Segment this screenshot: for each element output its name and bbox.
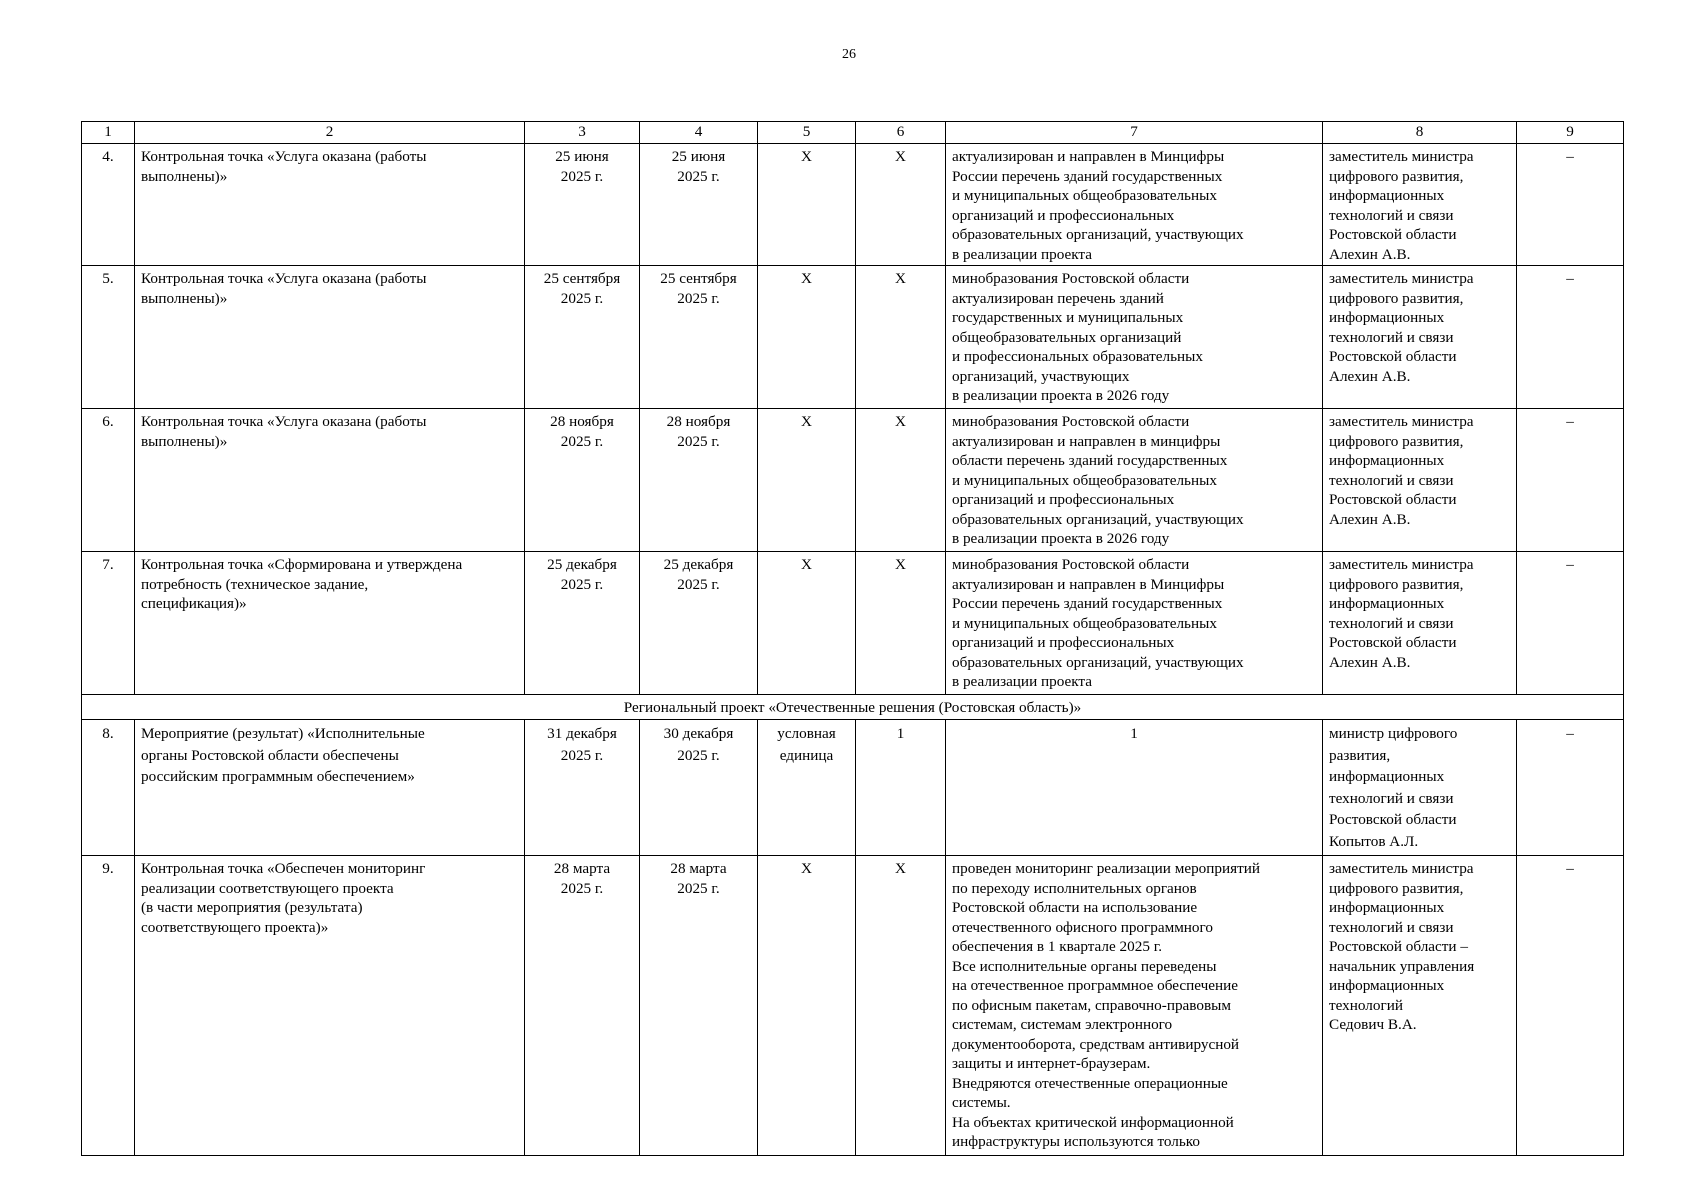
start-date	[525, 856, 640, 1156]
value	[856, 409, 946, 552]
result-description-line: общеобразовательных организаций	[952, 328, 1182, 346]
unit	[758, 409, 856, 552]
unit-line: Х	[801, 860, 812, 877]
value	[856, 720, 946, 856]
start-date	[525, 266, 640, 409]
responsible-person-line: технологий и связи	[1329, 614, 1454, 632]
result-description-line: актуализирован и направлен в Минцифры	[952, 148, 1225, 165]
value	[856, 856, 946, 1156]
result-description-line: системы.	[952, 1094, 1011, 1111]
note	[1517, 266, 1624, 409]
responsible-person-line: цифрового развития,	[1329, 575, 1464, 593]
event-name	[135, 409, 525, 552]
start-date-line: 2025 г.	[560, 432, 604, 450]
responsible-person-line: заместитель министра	[1329, 860, 1474, 877]
result-description-line: и профессиональных образовательных	[952, 348, 1203, 365]
responsible-person-line: технологий и связи	[1329, 918, 1454, 936]
responsible-person-line: информационных	[1329, 768, 1445, 785]
result-description	[946, 720, 1323, 856]
row-number	[82, 409, 135, 552]
responsible-person	[1323, 552, 1517, 695]
start-date	[525, 552, 640, 695]
unit-line: единица	[779, 746, 834, 764]
result-description-line: актуализирован и направлен в Минцифры	[952, 575, 1225, 593]
responsible-person-line: технологий и связи	[1329, 471, 1454, 489]
start-date	[525, 144, 640, 266]
result-description-line: образовательных организаций, участвующих	[952, 510, 1244, 528]
unit	[758, 266, 856, 409]
responsible-person-line: информационных	[1329, 309, 1445, 326]
end-date	[640, 144, 758, 266]
responsible-person-line: цифрового развития,	[1329, 879, 1464, 897]
end-date-line: 25 июня	[671, 148, 726, 165]
result-description-line: России перечень зданий государственных	[952, 595, 1223, 612]
end-date	[640, 856, 758, 1156]
responsible-person-line: Ростовской области	[1329, 226, 1457, 243]
value	[856, 144, 946, 266]
responsible-person-line: цифрового развития,	[1329, 289, 1464, 307]
responsible-person-line: Алехин А.В.	[1329, 367, 1411, 385]
unit-line: Х	[801, 413, 812, 430]
result-description	[946, 856, 1323, 1156]
end-date-line: 25 декабря	[663, 556, 734, 573]
row-number	[82, 266, 135, 409]
result-description-line: по переходу исполнительных органов	[952, 879, 1197, 897]
header-cell: 3	[525, 122, 640, 144]
responsible-person-line: Ростовской области	[1329, 811, 1457, 828]
responsible-person-line: технологий и связи	[1329, 328, 1454, 346]
event-name	[135, 552, 525, 695]
event-name-line: Контрольная точка «Услуга оказана (работы	[141, 270, 427, 287]
header-cell: 2	[135, 122, 525, 144]
event-name	[135, 720, 525, 856]
result-description-line: обеспечения в 1 квартале 2025 г.	[952, 938, 1163, 955]
row-number-line: 8.	[102, 725, 114, 742]
responsible-person	[1323, 144, 1517, 266]
unit-line: условная	[777, 725, 836, 742]
responsible-person-line: цифрового развития,	[1329, 167, 1464, 185]
end-date-line: 28 марта	[670, 860, 727, 877]
event-name-line: Контрольная точка «Услуга оказана (работы	[141, 148, 427, 165]
responsible-person-line: технологий и связи	[1329, 789, 1454, 807]
table-row	[82, 266, 1624, 409]
responsible-person-line: заместитель министра	[1329, 270, 1474, 287]
result-description-line: На объектах критической информационной	[952, 1113, 1234, 1131]
end-date-line: 2025 г.	[677, 432, 720, 450]
table-row	[82, 856, 1624, 1156]
unit	[758, 144, 856, 266]
start-date	[525, 409, 640, 552]
responsible-person-line: заместитель министра	[1329, 556, 1474, 573]
result-description-line: на отечественное программное обеспечение	[952, 977, 1238, 994]
value-line: Х	[895, 556, 906, 573]
event-name-line: соответствующего проекта)»	[141, 918, 329, 936]
result-description-line: проведен мониторинг реализации мероприятий	[952, 860, 1260, 877]
responsible-person	[1323, 720, 1517, 856]
unit-line: Х	[801, 556, 812, 573]
value-line: Х	[895, 860, 906, 877]
start-date-line: 2025 г.	[560, 879, 604, 897]
responsible-person-line: цифрового развития,	[1329, 432, 1464, 450]
page-number: 26	[842, 47, 856, 62]
responsible-person-line: информационных	[1329, 595, 1445, 612]
responsible-person-line: Алехин А.В.	[1329, 245, 1411, 263]
table-row	[82, 144, 1624, 266]
value-line: Х	[895, 270, 906, 287]
end-date-line: 28 ноября	[666, 413, 731, 430]
header-cell: 1	[82, 122, 135, 144]
row-number	[82, 144, 135, 266]
result-description-line: минобразования Ростовской области	[952, 270, 1190, 287]
responsible-person	[1323, 409, 1517, 552]
header-cell: 7	[946, 122, 1323, 144]
result-description-line: и муниципальных общеобразовательных	[952, 187, 1217, 204]
end-date-line: 2025 г.	[677, 879, 720, 897]
event-name-line: Контрольная точка «Сформирована и утверждена	[141, 556, 463, 573]
result-description-line: Ростовской области на использование	[952, 899, 1198, 916]
responsible-person-line: технологий	[1329, 996, 1403, 1014]
responsible-person-line: Алехин А.В.	[1329, 510, 1411, 528]
event-name	[135, 266, 525, 409]
result-description-line: по офисным пакетам, справочно-правовым	[952, 996, 1231, 1014]
responsible-person-line: Ростовской области –	[1329, 938, 1468, 955]
note-line: –	[1566, 725, 1574, 742]
row-number-line: 7.	[102, 556, 114, 573]
result-description-line: в реализации проекта	[952, 245, 1092, 263]
result-description-line: и муниципальных общеобразовательных	[952, 614, 1217, 632]
result-description	[946, 552, 1323, 695]
header-cell: 6	[856, 122, 946, 144]
result-description-line: актуализирован и направлен в минцифры	[952, 432, 1221, 450]
event-name-line: органы Ростовской области обеспечены	[141, 746, 399, 764]
row-number	[82, 552, 135, 695]
result-description-line: области перечень зданий государственных	[952, 452, 1228, 469]
start-date-line: 2025 г.	[560, 575, 604, 593]
result-description-line: организаций и профессиональных	[952, 634, 1175, 651]
note	[1517, 552, 1624, 695]
result-description-line: отечественного офисного программного	[952, 918, 1213, 936]
value-line: Х	[895, 148, 906, 165]
start-date-line: 2025 г.	[560, 167, 604, 185]
start-date-line: 25 сентября	[543, 270, 621, 287]
unit-line: Х	[801, 148, 812, 165]
table-row	[82, 720, 1624, 856]
end-date	[640, 409, 758, 552]
responsible-person	[1323, 856, 1517, 1156]
note-line: –	[1566, 860, 1574, 877]
event-name-line: Контрольная точка «Обеспечен мониторинг	[141, 860, 426, 877]
table-row	[82, 552, 1624, 695]
value	[856, 552, 946, 695]
result-description	[946, 266, 1323, 409]
responsible-person-line: информационных	[1329, 977, 1445, 994]
result-description-line: Внедряются отечественные операционные	[952, 1074, 1228, 1092]
note	[1517, 144, 1624, 266]
end-date-line: 2025 г.	[677, 575, 720, 593]
result-description-line: 1	[1130, 725, 1138, 742]
result-description-line: защиты и интернет-браузерам.	[952, 1055, 1151, 1072]
event-name-line: Контрольная точка «Услуга оказана (работы	[141, 413, 427, 430]
responsible-person-line: технологий и связи	[1329, 206, 1454, 224]
event-name-line: российским программным обеспечением»	[141, 768, 415, 785]
result-description-line: в реализации проекта в 2026 году	[952, 530, 1170, 547]
row-number	[82, 720, 135, 856]
event-name-line: спецификация)»	[141, 595, 247, 612]
event-name-line: выполнены)»	[141, 289, 228, 307]
start-date-line: 28 марта	[553, 860, 611, 877]
result-description-line: в реализации проекта	[952, 673, 1092, 690]
end-date	[640, 266, 758, 409]
responsible-person-line: заместитель министра	[1329, 148, 1474, 165]
row-number-line: 9.	[102, 860, 114, 877]
end-date-line: 2025 г.	[677, 289, 720, 307]
end-date-line: 2025 г.	[677, 746, 720, 764]
result-description-line: организаций, участвующих	[952, 367, 1130, 385]
end-date-line: 30 декабря	[663, 725, 734, 742]
start-date-line: 2025 г.	[560, 289, 604, 307]
row-number-line: 5.	[102, 270, 114, 287]
responsible-person-line: Ростовской области	[1329, 348, 1457, 365]
responsible-person	[1323, 266, 1517, 409]
value	[856, 266, 946, 409]
header-cell: 5	[758, 122, 856, 144]
value-line: Х	[895, 413, 906, 430]
result-description-line: Все исполнительные органы переведены	[952, 957, 1217, 975]
end-date	[640, 552, 758, 695]
event-name-line: выполнены)»	[141, 167, 228, 185]
result-description-line: актуализирован перечень зданий	[952, 289, 1164, 307]
header-cell: 9	[1517, 122, 1624, 144]
result-description-line: России перечень зданий государственных	[952, 167, 1223, 185]
start-date-line: 25 декабря	[547, 556, 617, 573]
result-description-line: государственных и муниципальных	[952, 309, 1184, 326]
row-number-line: 4.	[102, 148, 114, 165]
result-description-line: и муниципальных общеобразовательных	[952, 471, 1217, 489]
result-description-line: документооборота, средствам антивирусной	[952, 1035, 1240, 1053]
header-cell: 4	[640, 122, 758, 144]
result-description-line: организаций и профессиональных	[952, 491, 1175, 508]
unit	[758, 552, 856, 695]
responsible-person-line: начальник управления	[1329, 957, 1475, 975]
responsible-person-line: развития,	[1329, 746, 1391, 764]
responsible-person-line: Ростовской области	[1329, 491, 1457, 508]
header-cell: 8	[1323, 122, 1517, 144]
responsible-person-line: Ростовской области	[1329, 634, 1457, 651]
result-description-line: организаций и профессиональных	[952, 206, 1175, 224]
result-description-line: образовательных организаций, участвующих	[952, 226, 1244, 243]
note-line: –	[1566, 148, 1574, 165]
unit	[758, 856, 856, 1156]
event-name	[135, 144, 525, 266]
responsible-person-line: заместитель министра	[1329, 413, 1474, 430]
result-description-line: системам, системам электронного	[952, 1016, 1173, 1033]
note-line: –	[1566, 270, 1574, 287]
unit-line: Х	[801, 270, 812, 287]
end-date-line: 25 сентября	[660, 270, 737, 287]
result-description-line: инфраструктуры используются только	[952, 1133, 1200, 1150]
responsible-person-line: министр цифрового	[1329, 725, 1458, 742]
plan-table	[81, 121, 1624, 1156]
event-name-line: реализации соответствующего проекта	[141, 879, 394, 897]
responsible-person-line: Копытов А.Л.	[1329, 832, 1419, 850]
end-date-line: 2025 г.	[677, 167, 720, 185]
responsible-person-line: информационных	[1329, 452, 1445, 469]
note	[1517, 720, 1624, 856]
result-description	[946, 409, 1323, 552]
unit	[758, 720, 856, 856]
result-description-line: минобразования Ростовской области	[952, 413, 1190, 430]
start-date-line: 28 ноября	[550, 413, 614, 430]
note	[1517, 856, 1624, 1156]
start-date-line: 31 декабря	[547, 725, 617, 742]
start-date-line: 2025 г.	[560, 746, 604, 764]
value-line: 1	[896, 725, 905, 742]
end-date	[640, 720, 758, 856]
event-name-line: Мероприятие (результат) «Исполнительные	[141, 725, 425, 742]
event-name-line: (в части мероприятия (результата)	[141, 899, 363, 916]
note-line: –	[1566, 556, 1574, 573]
row-number	[82, 856, 135, 1156]
result-description	[946, 144, 1323, 266]
result-description-line: в реализации проекта в 2026 году	[952, 387, 1170, 404]
responsible-person-line: Седович В.А.	[1329, 1016, 1417, 1033]
section-title: Региональный проект «Отечественные решения (Ростовская область)»	[82, 695, 1624, 720]
table-header-row	[82, 122, 1624, 144]
row-number-line: 6.	[102, 413, 114, 430]
result-description-line: минобразования Ростовской области	[952, 556, 1190, 573]
result-description-line: образовательных организаций, участвующих	[952, 653, 1244, 671]
section-row	[82, 695, 1624, 720]
note	[1517, 409, 1624, 552]
start-date	[525, 720, 640, 856]
event-name-line: выполнены)»	[141, 432, 228, 450]
note-line: –	[1566, 413, 1574, 430]
event-name-line: потребность (техническое задание,	[141, 575, 369, 593]
event-name	[135, 856, 525, 1156]
table-row	[82, 409, 1624, 552]
responsible-person-line: информационных	[1329, 899, 1445, 916]
responsible-person-line: информационных	[1329, 187, 1445, 204]
start-date-line: 25 июня	[555, 148, 609, 165]
responsible-person-line: Алехин А.В.	[1329, 653, 1411, 671]
